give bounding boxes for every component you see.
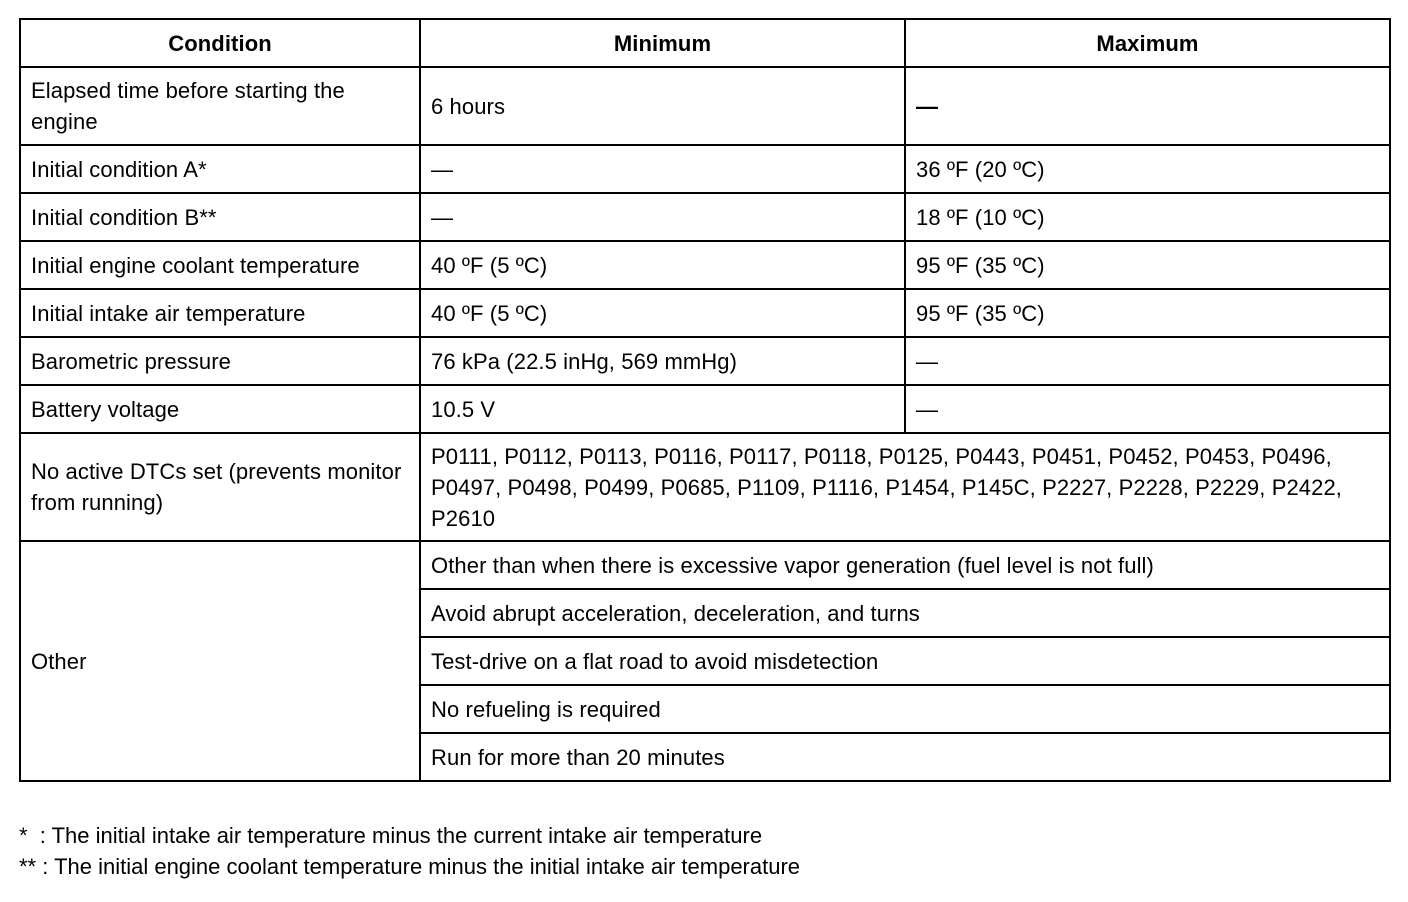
maximum-cell: 95 ºF (35 ºC) [905, 289, 1390, 337]
header-condition: Condition [20, 19, 420, 67]
footnotes [19, 820, 800, 882]
condition-cell: Initial condition B** [20, 193, 420, 241]
header-row [20, 19, 1390, 67]
minimum-cell: 40 ºF (5 ºC) [420, 289, 905, 337]
header-minimum: Minimum [420, 19, 905, 67]
dtc-list-cell: P0111, P0112, P0113, P0116, P0117, P0118, P0125, P0443, P0451, P0452, P0453, P0496, P0497, P0498, P0499, P0685, P1109, P1116, P1454, P145C, P2227, P2228, P2229, P2422, P2610 [420, 433, 1390, 541]
footnote-a: * : The initial intake air temperature minus the current intake air temperature [19, 823, 763, 848]
minimum-cell: 10.5 V [420, 385, 905, 433]
minimum-cell: — [420, 193, 905, 241]
other-item-cell: No refueling is required [420, 685, 1390, 733]
other-item-cell: Other than when there is excessive vapor generation (fuel level is not full) [420, 541, 1390, 589]
other-item-cell: Run for more than 20 minutes [420, 733, 1390, 781]
maximum-cell: 18 ºF (10 ºC) [905, 193, 1390, 241]
condition-cell: Initial condition A* [20, 145, 420, 193]
table-row [20, 385, 1390, 433]
other-item-cell: Test-drive on a flat road to avoid misdetection [420, 637, 1390, 685]
table-row [20, 241, 1390, 289]
minimum-cell: 76 kPa (22.5 inHg, 569 mmHg) [420, 337, 905, 385]
condition-cell: Initial engine coolant temperature [20, 241, 420, 289]
table-row [20, 289, 1390, 337]
header-maximum: Maximum [905, 19, 1390, 67]
footnote-b: ** : The initial engine coolant temperature minus the initial intake air temperature [19, 854, 801, 879]
table-row [20, 193, 1390, 241]
condition-cell: Elapsed time before starting the engine [20, 67, 420, 145]
minimum-cell: 40 ºF (5 ºC) [420, 241, 905, 289]
condition-cell: Initial intake air temperature [20, 289, 420, 337]
table-row [20, 145, 1390, 193]
condition-cell: Battery voltage [20, 385, 420, 433]
dtc-row [20, 433, 1390, 541]
minimum-cell: — [420, 145, 905, 193]
maximum-cell: — [905, 385, 1390, 433]
conditions-table [19, 18, 1391, 782]
maximum-cell: — [905, 337, 1390, 385]
other-item-cell: Avoid abrupt acceleration, deceleration, and turns [420, 589, 1390, 637]
condition-cell: Barometric pressure [20, 337, 420, 385]
condition-cell: No active DTCs set (prevents monitor from running) [20, 433, 420, 541]
table-row [20, 67, 1390, 145]
other-row [20, 541, 1390, 589]
minimum-cell: 6 hours [420, 67, 905, 145]
maximum-cell: 36 ºF (20 ºC) [905, 145, 1390, 193]
condition-cell-other: Other [20, 541, 420, 781]
maximum-cell: — [905, 67, 1390, 145]
maximum-cell: 95 ºF (35 ºC) [905, 241, 1390, 289]
table-row [20, 337, 1390, 385]
